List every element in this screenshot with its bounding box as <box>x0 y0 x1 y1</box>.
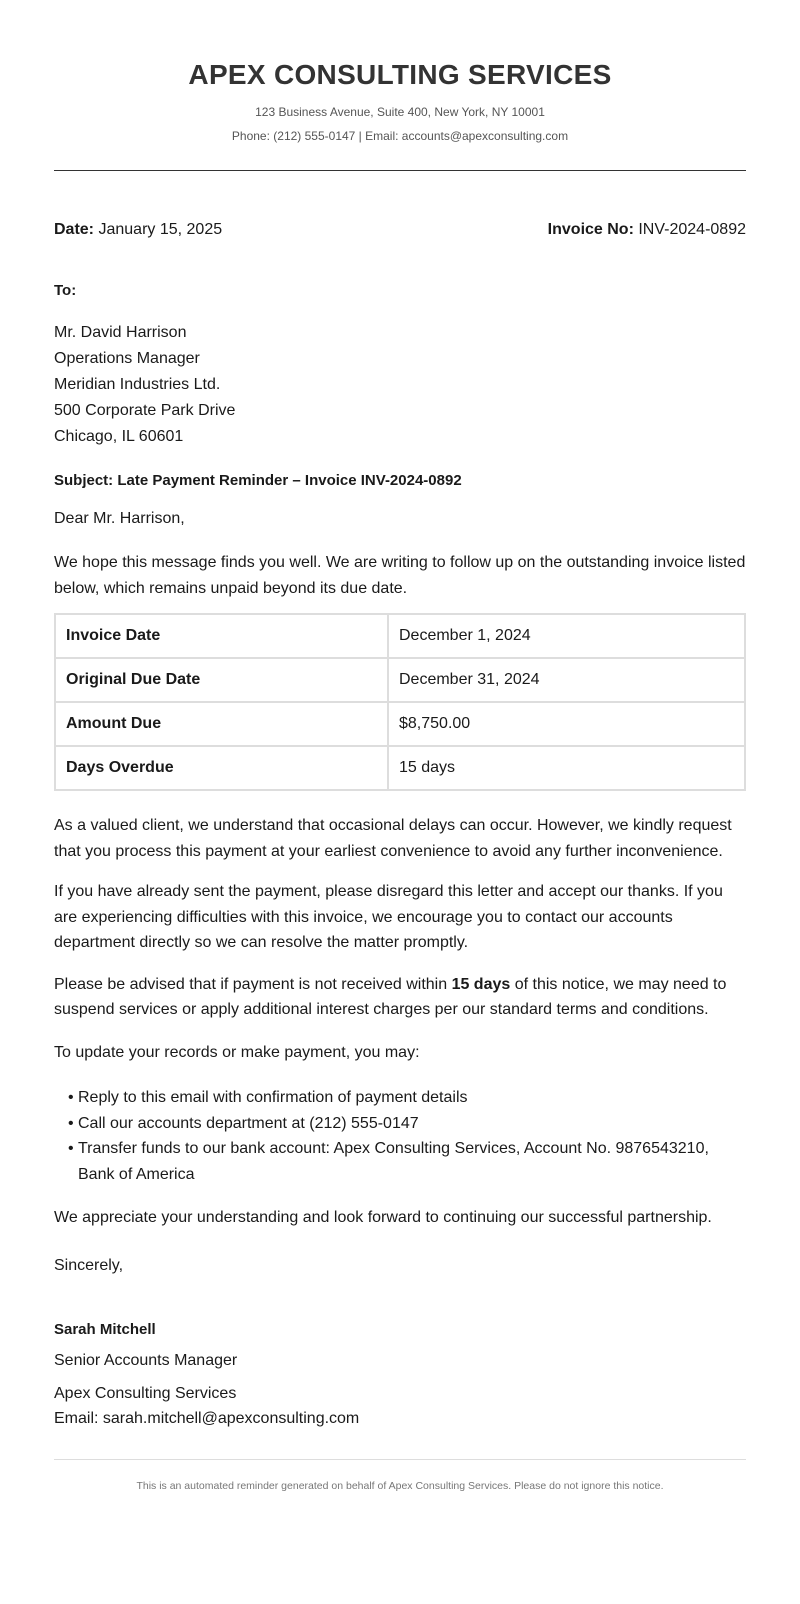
signature-email: Email: sarah.mitchell@apexconsulting.com <box>54 1409 360 1427</box>
list-item <box>68 1136 746 1187</box>
detail-label: Original Due Date <box>55 658 388 702</box>
invoice-label: Invoice No: <box>547 221 634 238</box>
detail-label: Invoice Date <box>55 614 388 658</box>
signature-title: Senior Accounts Manager <box>54 1351 238 1369</box>
company-contact: Phone: (212) 555-0147 | Email: accounts@apexconsulting.com <box>231 129 569 143</box>
valued-client-paragraph: As a valued client, we understand that occasional delays can occur. However, we kindly request that you process this payment at your earliest convenience to avoid any further inconvenience. <box>54 817 732 860</box>
signoff: Sincerely, <box>54 1256 124 1274</box>
payment-option-call: Call our accounts department at (212) 555-0147 <box>78 1114 419 1132</box>
recipient-title: Operations Manager <box>54 350 200 367</box>
invoice-details-table <box>54 613 746 791</box>
date-label: Date: <box>54 221 95 238</box>
date-value: January 15, 2025 <box>98 221 223 238</box>
footer-note: This is an automated reminder generated on behalf of Apex Consulting Services. Please do not ignore this notice. <box>136 1479 664 1492</box>
closing-paragraph: We appreciate your understanding and look forward to continuing our successful partnership. <box>54 1209 712 1226</box>
letterhead-divider <box>54 170 746 171</box>
bullet-icon: • <box>68 1089 74 1106</box>
footer-divider <box>54 1459 746 1460</box>
list-item <box>68 1111 746 1137</box>
letter-subject: Subject: Late Payment Reminder – Invoice INV-2024-0892 <box>54 472 462 489</box>
recipient-city: Chicago, IL 60601 <box>54 428 184 445</box>
detail-label: Amount Due <box>55 702 388 746</box>
greeting: Dear Mr. Harrison, <box>54 510 185 527</box>
recipient-address <box>54 320 746 450</box>
letterhead <box>54 0 746 144</box>
bullet-icon: • <box>68 1140 74 1157</box>
letter-meta <box>54 220 746 240</box>
payment-option-transfer: Transfer funds to our bank account: Apex Consulting Services, Account No. 9876543210, Bank of America <box>78 1140 709 1183</box>
advisory-deadline: 15 days <box>451 975 511 993</box>
table-row <box>55 702 745 746</box>
payment-options-list <box>54 1085 746 1187</box>
intro-paragraph: We hope this message finds you well. We are writing to follow up on the outstanding invoice listed below, which remains unpaid beyond its due date. <box>54 554 746 597</box>
invoice-value: INV-2024-0892 <box>638 221 746 238</box>
signature-company: Apex Consulting Services <box>54 1384 237 1402</box>
company-address: 123 Business Avenue, Suite 400, New York, NY 10001 <box>255 105 545 119</box>
list-item <box>68 1085 746 1111</box>
detail-value: December 1, 2024 <box>388 614 745 658</box>
table-row <box>55 614 745 658</box>
detail-value: December 31, 2024 <box>388 658 745 702</box>
table-row <box>55 658 745 702</box>
signature-name: Sarah Mitchell <box>54 1320 156 1338</box>
recipient-company: Meridian Industries Ltd. <box>54 376 221 393</box>
invoice-number <box>548 220 746 240</box>
letter-date <box>54 220 222 240</box>
payment-option-reply: Reply to this email with confirmation of payment details <box>78 1089 468 1106</box>
recipient-street: 500 Corporate Park Drive <box>54 402 236 419</box>
detail-label: Days Overdue <box>55 746 388 790</box>
advisory-text-end: of this notice, we may need to suspend services or apply additional interest charges per our standard terms and conditions. <box>54 975 727 1018</box>
already-sent-paragraph: If you have already sent the payment, please disregard this letter and accept our thanks. If you are experiencing difficulties with this invoice, we encourage you to contact our accounts department directly so we can resolve the matter promptly. <box>54 883 723 951</box>
detail-value: 15 days <box>388 746 745 790</box>
advisory-paragraph <box>54 972 746 1023</box>
advisory-text-start: Please be advised that if payment is not received within <box>54 975 452 993</box>
bullet-icon: • <box>68 1114 74 1132</box>
detail-value: $8,750.00 <box>388 702 745 746</box>
update-records-paragraph: To update your records or make payment, you may: <box>54 1043 420 1061</box>
to-label: To: <box>54 282 77 299</box>
company-name: APEX CONSULTING SERVICES <box>188 59 612 90</box>
table-row <box>55 746 745 790</box>
recipient-name: Mr. David Harrison <box>54 324 187 341</box>
